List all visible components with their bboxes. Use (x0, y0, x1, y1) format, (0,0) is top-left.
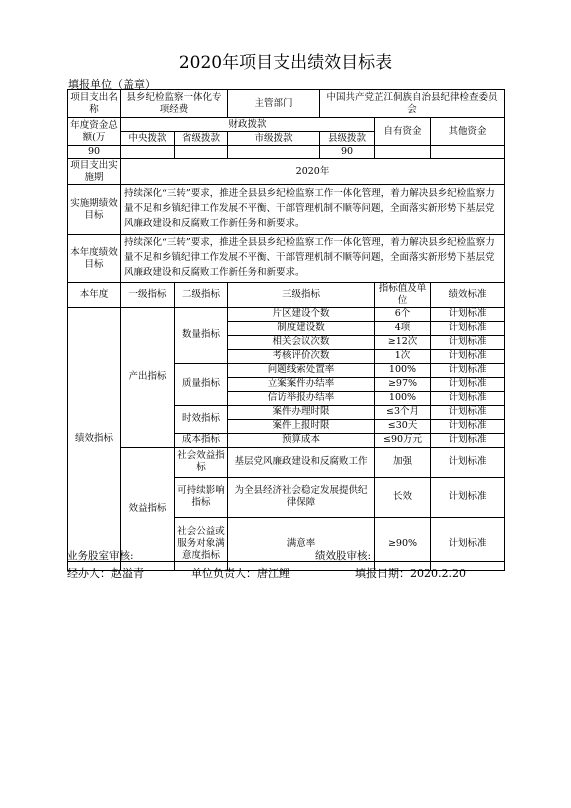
table-row (68, 447, 505, 477)
self-funds-label: 自有资金 (375, 118, 431, 146)
period-goal-text: 持续深化“三转”要求，推进全县县乡纪检监察工作一体化管理，着力解决县乡纪检监察力量不足和乡镇纪律工作发展不平衡、干部管理机制不顺等问题，全面落实新形势下基层党风廉政建设和反腐败工作新任务和新要求。 (121, 185, 505, 235)
county-value: 90 (320, 146, 375, 159)
total-value: 90 (68, 146, 121, 159)
unit-leader-label: 单位负责人：唐江鲤 (191, 567, 290, 580)
timeliness-indicator-label: 时效指标 (175, 405, 228, 433)
indicator-header-row (68, 283, 505, 308)
review-signature-row (67, 547, 504, 562)
provincial-value (175, 146, 228, 159)
fund-total-label: 年度资金总额(万 (68, 118, 121, 146)
period-goal-label: 实施期绩效目标 (68, 185, 121, 235)
fill-date-label: 填报日期：2020.2.20 (355, 567, 466, 580)
handler-label: 经办人：赵溢青 (67, 567, 144, 580)
indicator-value: 1次 (375, 349, 431, 363)
other-funds-label: 其他资金 (431, 118, 505, 146)
satisfaction-indicator-label: 社会公益或服务对象满意度指标 (175, 517, 228, 570)
indicator-standard: 计划标准 (431, 517, 505, 570)
central-value (121, 146, 175, 159)
provincial-label: 省级拨款 (175, 132, 228, 146)
indicator-name: 为全县经济社会稳定发展提供纪律保障 (228, 477, 375, 517)
indicator-standard: 计划标准 (431, 349, 505, 363)
social-indicator-label: 社会效益指标 (175, 447, 228, 477)
indicator-name: 片区建设个数 (228, 307, 375, 321)
other-value (431, 146, 505, 159)
central-label: 中央拨款 (121, 132, 175, 146)
indicator-name: 制度建设数 (228, 321, 375, 335)
cost-indicator-label: 成本指标 (175, 433, 228, 447)
quality-indicator-label: 质量指标 (175, 363, 228, 405)
performance-goal-table (67, 89, 505, 571)
sustain-indicator-label: 可持续影响指标 (175, 477, 228, 517)
indicator-name: 案件办理时限 (228, 405, 375, 419)
year-goal-row (68, 235, 505, 283)
indicator-name: 案件上报时限 (228, 419, 375, 433)
project-row (68, 90, 505, 118)
year-goal-text: 持续深化“三转”要求，推进全县县乡纪检监察工作一体化管理，着力解决县乡纪检监察力量不足和乡镇纪律工作发展不平衡、干部管理机制不顺等问题，全面落实新形势下基层党风廉政建设和反腐败工作新任务和新要求。 (121, 235, 505, 283)
indicator-name: 立案案件办结率 (228, 377, 375, 391)
indicator-name: 满意率 (228, 517, 375, 570)
hdr-level3: 三级指标 (228, 283, 375, 308)
indicator-standard: 计划标准 (431, 433, 505, 447)
reporting-unit-label: 填报单位（盖章） (68, 78, 156, 91)
indicator-standard: 计划标准 (431, 477, 505, 517)
indicator-value: ≤90万元 (375, 433, 431, 447)
indicator-value: ≤3个月 (375, 405, 431, 419)
indicator-standard: 计划标准 (431, 307, 505, 321)
hdr-standard: 绩效标准 (431, 283, 505, 308)
dept-label: 主管部门 (228, 90, 320, 118)
document-title: 2020年项目支出绩效目标表 (178, 53, 393, 73)
indicator-standard: 计划标准 (431, 377, 505, 391)
indicator-value: 6个 (375, 307, 431, 321)
output-indicator-label: 产出指标 (121, 307, 175, 447)
indicator-value: ≤30天 (375, 419, 431, 433)
period-row (68, 159, 505, 185)
hdr-level2: 二级指标 (175, 283, 228, 308)
business-review-label: 业务股室审核: (67, 550, 134, 562)
hdr-level1: 一级指标 (121, 283, 175, 308)
fund-values-row (68, 146, 505, 159)
period-goal-row (68, 185, 505, 235)
indicator-name: 预算成本 (228, 433, 375, 447)
indicator-value: 100% (375, 391, 431, 405)
dept-value: 中国共产党芷江侗族自治县纪律检查委员会 (320, 90, 505, 118)
indicator-value: ≥97% (375, 377, 431, 391)
indicator-standard: 计划标准 (431, 335, 505, 349)
indicator-value: 长效 (375, 477, 431, 517)
indicator-name: 问题线索处置率 (228, 363, 375, 377)
hdr-year: 本年度 (68, 283, 121, 308)
quantity-indicator-label: 数量指标 (175, 307, 228, 363)
indicator-standard: 计划标准 (431, 419, 505, 433)
indicator-name: 相关会议次数 (228, 335, 375, 349)
performance-review-label: 绩效股审核: (315, 550, 372, 562)
indicator-value: ≥12次 (375, 335, 431, 349)
period-label: 项目支出实施期 (68, 159, 121, 185)
indicator-name: 信访举报办结率 (228, 391, 375, 405)
table-row (68, 307, 505, 321)
year-goal-label: 本年度绩效目标 (68, 235, 121, 283)
indicator-value: 4项 (375, 321, 431, 335)
fund-header-row (68, 118, 505, 132)
indicator-value: 加强 (375, 447, 431, 477)
city-value (228, 146, 320, 159)
county-label: 县级拨款 (320, 132, 375, 146)
indicator-standard: 计划标准 (431, 391, 505, 405)
period-value: 2020年 (121, 159, 505, 185)
benefit-indicator-label: 效益指标 (121, 447, 175, 570)
indicator-name: 考核评价次数 (228, 349, 375, 363)
perf-indicator-label: 绩效指标 (68, 307, 121, 570)
indicator-standard: 计划标准 (431, 405, 505, 419)
indicator-name: 基层党风廉政建设和反腐败工作 (228, 447, 375, 477)
project-name-label: 项目支出名称 (68, 90, 121, 118)
indicator-standard: 计划标准 (431, 447, 505, 477)
self-value (375, 146, 431, 159)
fiscal-label: 财政拨款 (121, 118, 375, 132)
hdr-value: 指标值及单位 (375, 283, 431, 308)
project-name-value: 县乡纪检监察一体化专项经费 (121, 90, 228, 118)
indicator-value: ≥90% (375, 517, 431, 570)
indicator-standard: 计划标准 (431, 363, 505, 377)
city-label: 市级拨款 (228, 132, 320, 146)
indicator-value: 100% (375, 363, 431, 377)
indicator-standard: 计划标准 (431, 321, 505, 335)
